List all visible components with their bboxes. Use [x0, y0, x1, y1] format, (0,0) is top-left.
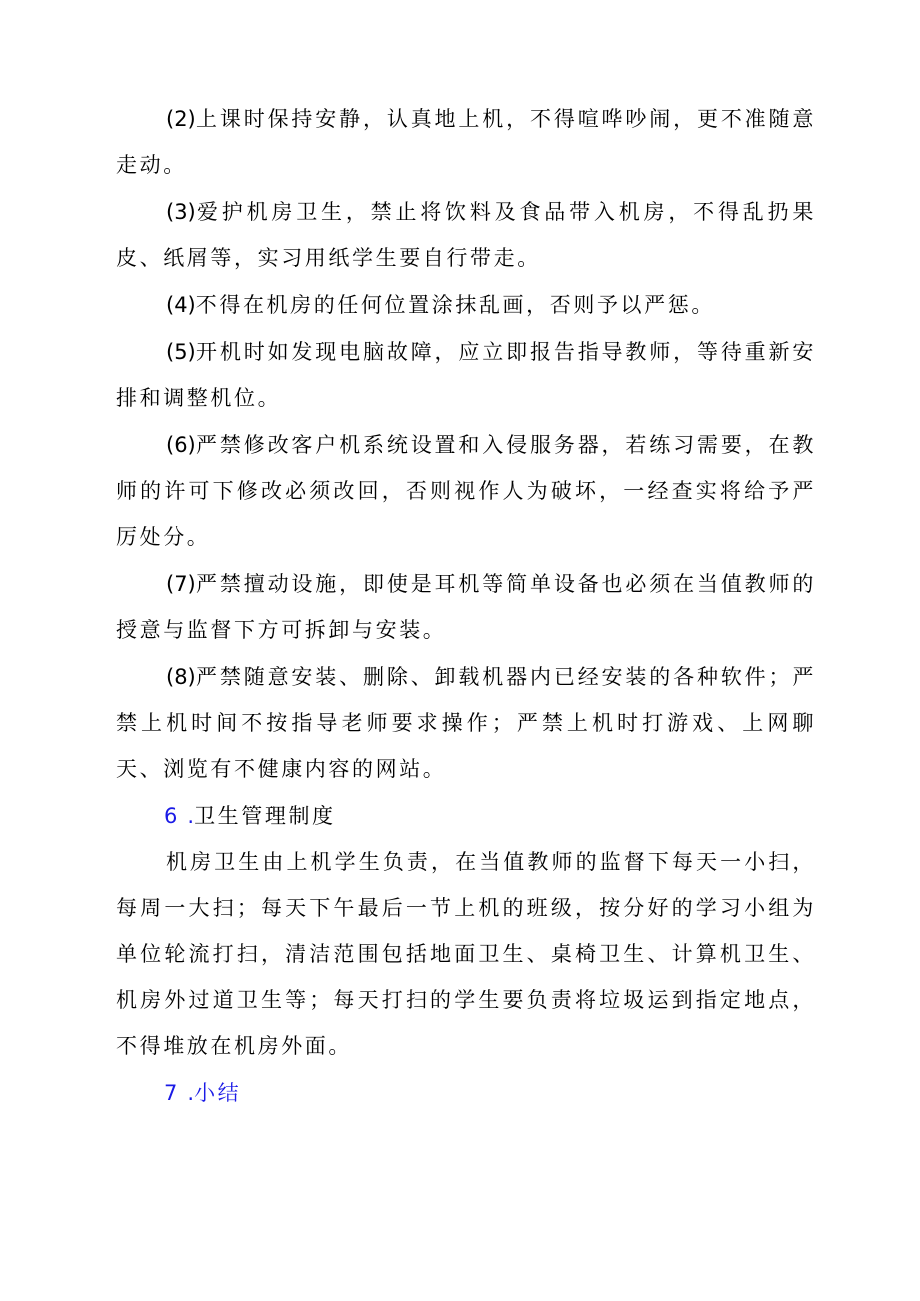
- document-body: [116, 96, 816, 1116]
- rule-marker: (3): [166, 200, 196, 224]
- section-title: 卫生管理制度: [194, 804, 336, 828]
- rule-marker: (6): [166, 433, 196, 457]
- rule-marker: (4): [166, 293, 196, 317]
- rule-item-3: [116, 189, 816, 281]
- rule-marker: (2): [166, 107, 196, 131]
- section-7-heading: [116, 1070, 816, 1116]
- rule-item-6: [116, 422, 816, 560]
- section-separator: .: [187, 804, 195, 828]
- section-title: 小结: [194, 1081, 242, 1105]
- rule-marker: (8): [166, 665, 196, 689]
- rule-item-7: [116, 561, 816, 653]
- section-separator: .: [187, 1081, 195, 1105]
- rule-item-4: [116, 282, 816, 328]
- rule-text: 爱护机房卫生，禁止将饮料及食品带入机房，不得乱扔果皮、纸屑等，实习用纸学生要自行带走。: [116, 200, 816, 270]
- rule-item-8: [116, 654, 816, 792]
- rule-text: 严禁擅动设施，即使是耳机等简单设备也必须在当值教师的授意与监督下方可拆卸与安装。: [116, 572, 816, 642]
- section-number: 6: [164, 804, 178, 828]
- section-6-heading: [116, 793, 816, 839]
- rule-text: 不得在机房的任何位置涂抹乱画，否则予以严惩。: [195, 293, 715, 317]
- section-6-body: 机房卫生由上机学生负责，在当值教师的监督下每天一小扫，每周一大扫；每天下午最后一节上机的班级，按分好的学习小组为单位轮流打扫，清洁范围包括地面卫生、桌椅卫生、计算机卫生、机房外过道卫生等；每天打扫的学生要负责将垃圾运到指定地点，不得堆放在机房外面。: [116, 850, 816, 1058]
- rule-text: 严禁修改客户机系统设置和入侵服务器，若练习需要，在教师的许可下修改必须改回，否则视作人为破坏，一经查实将给予严厉处分。: [116, 433, 816, 549]
- rule-text: 开机时如发现电脑故障，应立即报告指导教师，等待重新安排和调整机位。: [116, 340, 816, 410]
- rule-marker: (7): [166, 572, 196, 596]
- rule-text: 上课时保持安静，认真地上机，不得喧哗吵闹，更不准随意走动。: [116, 107, 816, 177]
- rule-text: 严禁随意安装、删除、卸载机器内已经安装的各种软件；严禁上机时间不按指导老师要求操作；严禁上机时打游戏、上网聊天、浏览有不健康内容的网站。: [116, 665, 816, 781]
- section-number: 7: [164, 1081, 178, 1105]
- rule-item-5: [116, 329, 816, 421]
- rule-item-2: [116, 96, 816, 188]
- rule-marker: (5): [166, 340, 196, 364]
